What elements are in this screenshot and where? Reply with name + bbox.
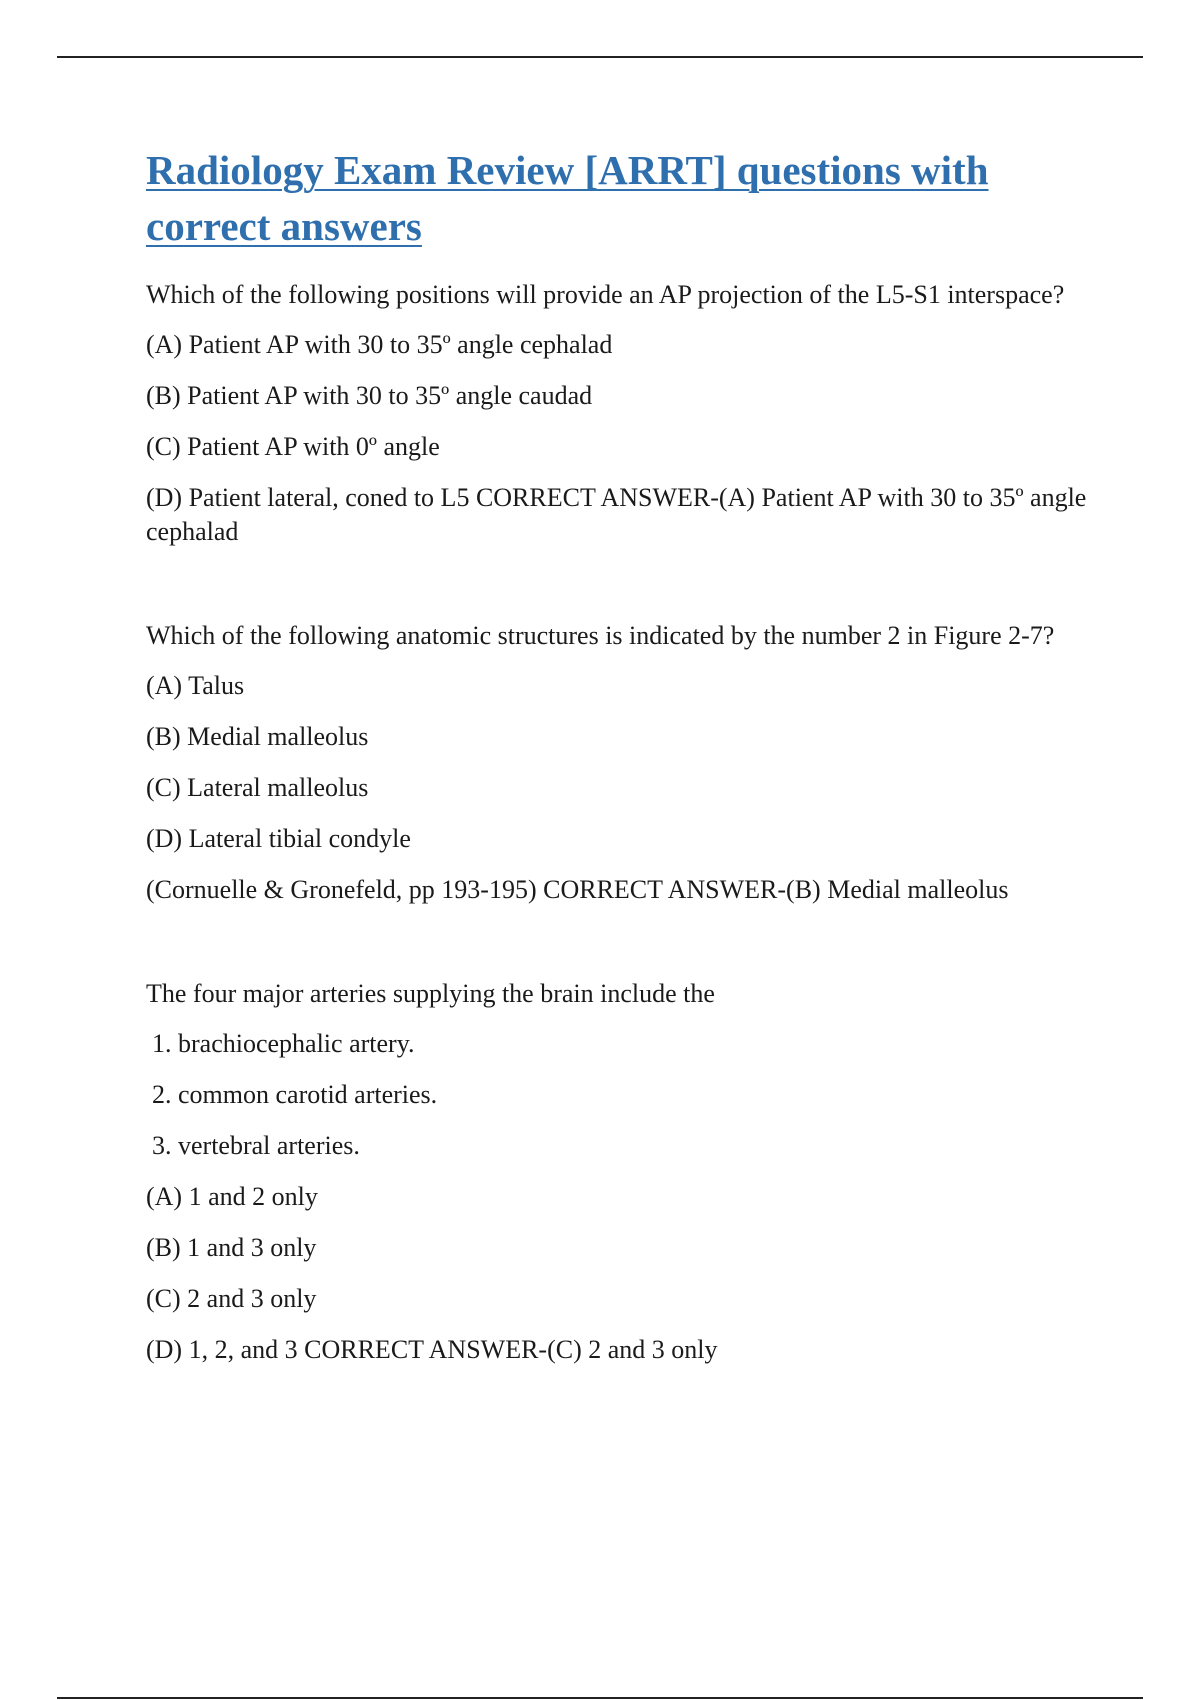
answer-option-d-with-answer: (D) 1, 2, and 3 CORRECT ANSWER-(C) 2 and 3 only	[146, 1335, 718, 1364]
document-body	[146, 142, 1101, 1367]
question-2	[146, 619, 1101, 907]
answer-option-d: (D) Lateral tibial condyle	[146, 824, 411, 853]
answer-option-a: (A) 1 and 2 only	[146, 1182, 318, 1211]
answer-option-b: (B) Patient AP with 30 to 35º angle caudad	[146, 381, 593, 410]
footer-rule	[57, 1697, 1143, 1699]
title-line-1[interactable]: Radiology Exam Review [ARRT] questions with	[146, 147, 989, 193]
title-line-2[interactable]: correct answers	[146, 203, 422, 249]
answer-option-a: (A) Talus	[146, 671, 245, 700]
question-stem: The four major arteries supplying the brain include the	[146, 979, 715, 1008]
question-stem: Which of the following positions will provide an AP projection of the L5-S1 interspace?	[146, 280, 1065, 309]
numbered-item-3: 3. vertebral arteries.	[152, 1131, 360, 1160]
question-3	[146, 977, 1101, 1367]
header-rule	[57, 56, 1143, 58]
answer-option-b: (B) Medial malleolus	[146, 722, 369, 751]
question-1	[146, 278, 1101, 549]
question-stem: Which of the following anatomic structures is indicated by the number 2 in Figure 2-7?	[146, 621, 1055, 650]
numbered-item-1: 1. brachiocephalic artery.	[152, 1029, 415, 1058]
document-title[interactable]	[146, 142, 1101, 254]
numbered-item-2: 2. common carotid arteries.	[152, 1080, 438, 1109]
correct-answer-line: (Cornuelle & Gronefeld, pp 193-195) CORRECT ANSWER-(B) Medial malleolus	[146, 875, 1009, 904]
answer-option-a: (A) Patient AP with 30 to 35º angle cephalad	[146, 330, 613, 359]
answer-option-b: (B) 1 and 3 only	[146, 1233, 317, 1262]
answer-option-c: (C) Lateral malleolus	[146, 773, 369, 802]
answer-option-c: (C) Patient AP with 0º angle	[146, 432, 440, 461]
answer-option-d-with-answer: (D) Patient lateral, coned to L5 CORRECT ANSWER-(A) Patient AP with 30 to 35º angle cephalad	[146, 483, 1087, 546]
answer-option-c: (C) 2 and 3 only	[146, 1284, 317, 1313]
